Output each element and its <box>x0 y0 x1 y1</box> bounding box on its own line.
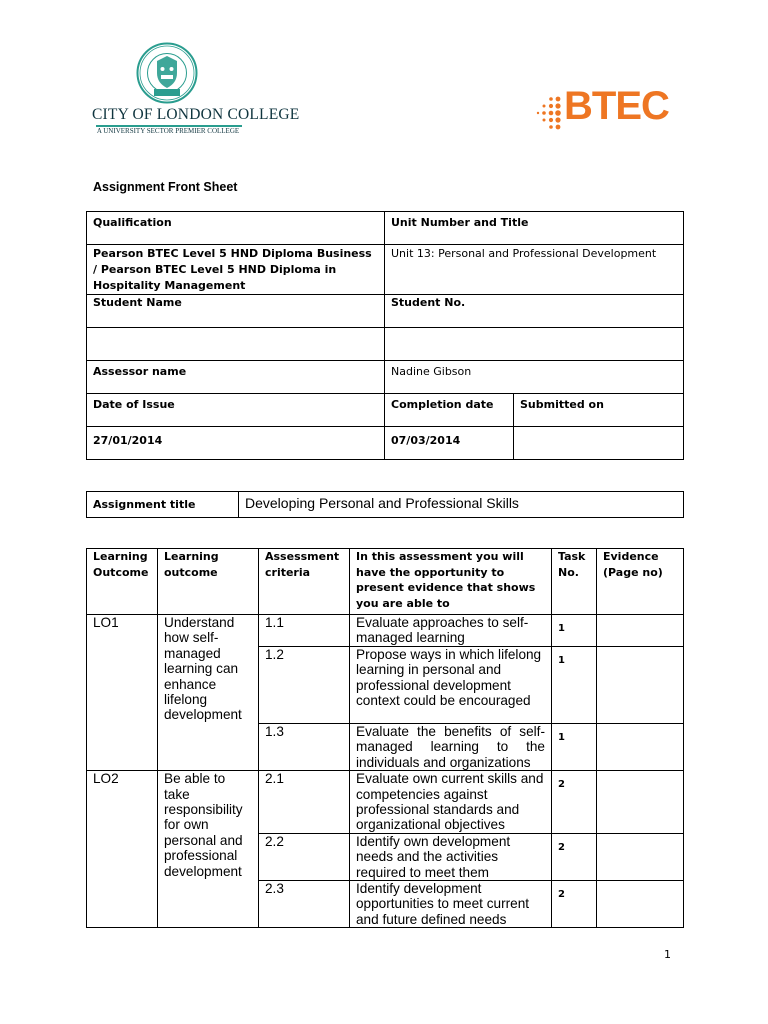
date-issue-value: 27/01/2014 <box>87 427 385 460</box>
criteria-text: Evaluate approaches to self-managed learning <box>350 615 552 647</box>
header-lo: Learning Outcome <box>87 549 158 615</box>
assignment-title-table <box>86 491 684 518</box>
student-no-field[interactable] <box>385 328 684 361</box>
table-row <box>87 771 684 834</box>
college-logo <box>92 42 300 137</box>
lo-outcome: Be able to take responsibility for own personal and professional development <box>158 771 259 928</box>
unit-value: Unit 13: Personal and Professional Development <box>385 245 684 295</box>
criteria-text: Identify own development needs and the activities required to meet them <box>350 833 552 880</box>
criteria-code: 1.1 <box>259 615 350 647</box>
criteria-text: Evaluate own current skills and competencies against professional standards and organizational objectives <box>350 771 552 834</box>
evidence-page-field[interactable] <box>597 647 684 724</box>
criteria-code: 2.3 <box>259 881 350 928</box>
evidence-page-field[interactable] <box>597 771 684 834</box>
evidence-page-field[interactable] <box>597 881 684 928</box>
task-number: 1 <box>552 724 597 771</box>
student-name-label: Student Name <box>87 295 385 328</box>
criteria-text: Identify development opportunities to meet current and future defined needs <box>350 881 552 928</box>
student-name-field[interactable] <box>87 328 385 361</box>
header-evidence-desc: In this assessment you will have the opportunity to present evidence that shows you are able to <box>350 549 552 615</box>
btec-wordmark: BTEC <box>564 84 669 128</box>
table-row <box>87 615 684 647</box>
assignment-title-label: Assignment title <box>87 492 239 518</box>
assessor-value: Nadine Gibson <box>385 361 684 394</box>
lo-code: LO1 <box>87 615 158 771</box>
evidence-page-field[interactable] <box>597 724 684 771</box>
criteria-table <box>86 548 684 928</box>
lo-outcome: Understand how self-managed learning can enhance lifelong development <box>158 615 259 771</box>
completion-value: 07/03/2014 <box>385 427 514 460</box>
front-sheet-table <box>86 211 684 460</box>
task-number: 2 <box>552 881 597 928</box>
btec-logo <box>536 84 678 136</box>
header-task: Task No. <box>552 549 597 615</box>
evidence-page-field[interactable] <box>597 833 684 880</box>
criteria-code: 2.2 <box>259 833 350 880</box>
criteria-text: Propose ways in which lifelong learning in personal and professional development context could be encouraged <box>350 647 552 724</box>
task-number: 2 <box>552 833 597 880</box>
completion-label: Completion date <box>385 394 514 427</box>
submitted-field[interactable] <box>514 427 684 460</box>
task-number: 1 <box>552 615 597 647</box>
date-issue-label: Date of Issue <box>87 394 385 427</box>
header-outcome: Learning outcome <box>158 549 259 615</box>
college-tagline: A UNIVERSITY SECTOR PREMIER COLLEGE <box>96 127 240 135</box>
lo-code: LO2 <box>87 771 158 928</box>
unit-label: Unit Number and Title <box>385 212 684 245</box>
btec-dots-icon <box>536 96 564 132</box>
student-no-label: Student No. <box>385 295 684 328</box>
qualification-label: Qualification <box>87 212 385 245</box>
sheet-title: Assignment Front Sheet <box>93 180 238 194</box>
college-name: CITY OF LONDON COLLEGE <box>92 106 300 123</box>
header-criteria: Assessment criteria <box>259 549 350 615</box>
header-page: Evidence (Page no) <box>597 549 684 615</box>
criteria-code: 1.2 <box>259 647 350 724</box>
submitted-label: Submitted on <box>514 394 684 427</box>
task-number: 2 <box>552 771 597 834</box>
college-seal-icon <box>136 42 198 104</box>
assessor-label: Assessor name <box>87 361 385 394</box>
criteria-code: 2.1 <box>259 771 350 834</box>
task-number: 1 <box>552 647 597 724</box>
criteria-code: 1.3 <box>259 724 350 771</box>
evidence-page-field[interactable] <box>597 615 684 647</box>
qualification-value: Pearson BTEC Level 5 HND Diploma Business / Pearson BTEC Level 5 HND Diploma in Hospitality Management <box>87 245 385 295</box>
page-number: 1 <box>664 948 671 961</box>
assignment-title-value: Developing Personal and Professional Skills <box>239 492 684 518</box>
criteria-text: Evaluate the benefits of self-managed learning to the individuals and organizations <box>350 724 552 771</box>
